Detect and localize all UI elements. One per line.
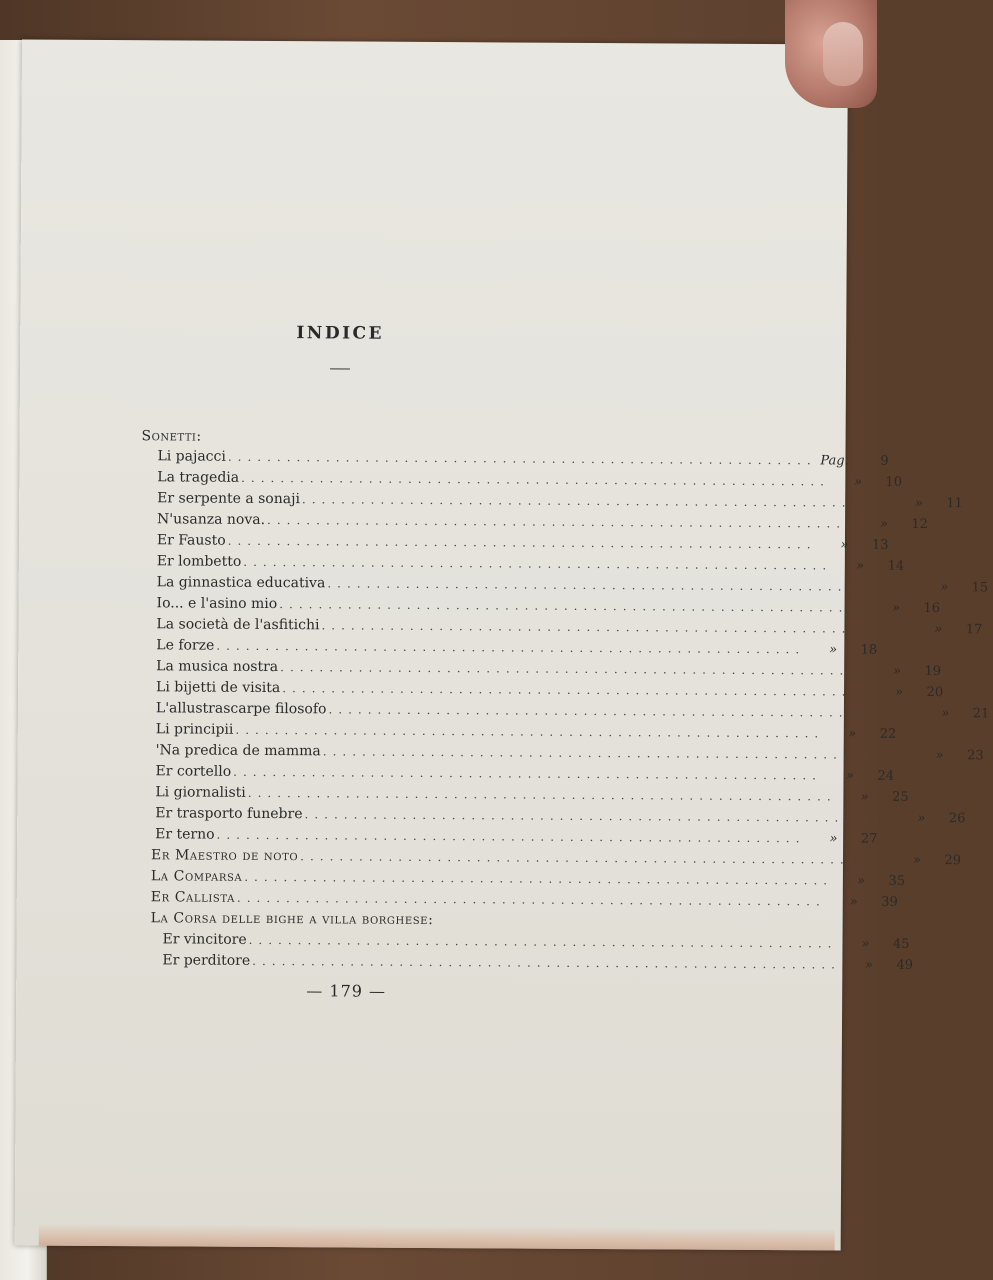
toc-entry-title: Er perditore	[162, 952, 251, 969]
toc-entry-page: 35	[888, 873, 906, 889]
toc-entry	[140, 677, 944, 701]
toc-entry-marker: »	[860, 789, 869, 805]
page-content	[15, 39, 990, 1250]
toc-entry-page: 13	[871, 537, 889, 553]
toc-entry-page: 16	[923, 600, 941, 617]
toc-leader-dots: ............................................................	[216, 638, 806, 657]
corsa-list	[138, 929, 914, 974]
toc-entry-marker: »	[840, 537, 849, 553]
toc-leader-dots: ............................................................	[304, 807, 894, 825]
toc-entry	[140, 614, 983, 638]
toc-entry-page: 9	[880, 453, 889, 469]
toc-entry	[139, 845, 962, 869]
toc-leader-dots: ............................................................	[252, 953, 842, 972]
toc-entry-title: Er trasporto funebre	[155, 805, 303, 823]
toc-entry-marker: »	[879, 516, 888, 532]
toc-leader-dots: ............................................................	[328, 702, 918, 720]
toc-entry-marker: Pag.	[820, 453, 849, 469]
toc-entry-page: 19	[924, 664, 942, 680]
toc-entry-marker: »	[941, 706, 950, 722]
toc-entry-marker: »	[940, 580, 949, 596]
page-title: INDICE	[296, 323, 385, 344]
toc-entry	[139, 782, 909, 806]
toc-entry-title: Er Fausto	[156, 532, 226, 549]
toc-leader-dots: ............................................................	[247, 785, 837, 804]
thumbnail-nail	[823, 22, 863, 86]
toc-entry-page: 39	[881, 894, 898, 910]
toc-leader-dots: ............................................................	[321, 618, 911, 636]
table-of-contents	[138, 426, 990, 974]
toc-leader-dots: ............................................................	[267, 512, 856, 531]
toc-entry-page: 27	[860, 831, 878, 847]
page-number: — 179 —	[306, 981, 387, 1001]
toc-entry-marker: »	[846, 768, 855, 784]
book-page	[15, 39, 990, 1250]
toc-entry	[138, 929, 910, 953]
toc-entry	[141, 530, 889, 554]
toc-leader-dots: ............................................................	[301, 492, 891, 510]
toc-entry	[138, 950, 914, 974]
toc-leader-dots: ............................................................	[300, 849, 890, 867]
toc-entry-page: 21	[972, 706, 990, 722]
toc-entry-marker: »	[829, 831, 838, 847]
toc-entry	[139, 824, 878, 848]
toc-entry	[140, 698, 990, 722]
toc-entry-title: Er lombetto	[156, 553, 242, 570]
toc-entry-title: La ginnastica educativa	[156, 574, 326, 592]
toc-entry-title: Er Maestro de noto	[150, 847, 299, 865]
toc-entry-page: 14	[887, 558, 905, 574]
toc-entry-marker: »	[892, 600, 901, 616]
toc-entry-page: 29	[944, 853, 962, 869]
toc-entry-title: N'usanza nova.	[157, 511, 266, 528]
toc-entry-marker: »	[856, 558, 865, 574]
sonetti-list	[139, 446, 990, 848]
toc-entry	[139, 761, 895, 785]
toc-entry-title: Er cortello	[155, 763, 232, 780]
title-rule	[330, 368, 350, 369]
corsa-heading: La Corsa delle bighe a villa borghese:	[150, 910, 434, 929]
section-heading-sonetti: Sonetti:	[141, 428, 202, 445]
toc-entry-title: La società de l'asfitichi	[156, 616, 320, 634]
toc-entry	[140, 656, 942, 680]
toc-entry-title: Er Callista	[150, 889, 235, 906]
toc-entry	[140, 719, 897, 743]
toc-entry-page: 12	[911, 516, 928, 533]
toc-entry-page: 17	[965, 622, 983, 638]
toc-leader-dots: ............................................................	[282, 681, 872, 699]
toc-entry-title: Er serpente a sonaji	[157, 490, 301, 508]
toc-entry-page: 22	[879, 726, 897, 742]
thumb	[785, 0, 877, 108]
toc-entry-marker: »	[895, 684, 904, 700]
toc-entry-page: 25	[892, 789, 909, 805]
toc-entry-marker: »	[865, 957, 874, 973]
toc-entry-title: Er vincitore	[162, 931, 247, 948]
toc-leader-dots: ............................................................	[280, 660, 870, 678]
toc-entry-title: L'allustrascarpe filosofo	[155, 700, 327, 718]
toc-entry-title: La musica nostra	[156, 658, 279, 676]
toc-entry-marker: »	[893, 663, 902, 679]
toc-entry-marker: »	[853, 474, 863, 490]
toc-entry	[141, 509, 928, 533]
toc-entry-title: La tragedia	[157, 469, 240, 486]
toc-entry	[141, 572, 989, 596]
toc-entry-marker: »	[849, 894, 858, 910]
toc-leader-dots: ............................................................	[279, 597, 869, 615]
toc-leader-dots: ............................................................	[248, 932, 838, 951]
toc-leader-dots: ............................................................	[244, 869, 834, 888]
toc-entry-title: Le forze	[156, 637, 215, 654]
other-entries-list	[139, 845, 962, 911]
toc-entry-page: 24	[877, 768, 895, 784]
toc-entry-marker: »	[848, 726, 857, 742]
toc-entry-page: 15	[971, 580, 989, 596]
toc-leader-dots: ............................................................	[236, 890, 826, 909]
toc-entry-title: Li giornalisti	[155, 784, 246, 801]
toc-entry-marker: »	[857, 873, 866, 889]
toc-leader-dots: ............................................................	[322, 744, 912, 762]
toc-leader-dots: ............................................................	[233, 764, 823, 783]
toc-entry-page: 49	[896, 957, 914, 973]
toc-entry-marker: »	[917, 810, 926, 827]
toc-entry-page: 18	[860, 642, 878, 658]
toc-entry	[139, 803, 966, 827]
toc-entry-title: Io... e l'asino mio	[156, 595, 278, 613]
toc-entry	[141, 488, 963, 512]
toc-entry	[141, 446, 889, 470]
toc-entry-title: Li pajacci	[157, 448, 226, 465]
toc-entry	[140, 740, 984, 764]
toc-leader-dots: ............................................................	[227, 449, 817, 468]
toc-entry-title: La Comparsa	[150, 868, 243, 885]
toc-leader-dots: ............................................................	[216, 827, 806, 846]
toc-entry	[141, 467, 903, 491]
toc-entry-marker: »	[861, 936, 870, 952]
toc-entry-page: 10	[885, 474, 903, 490]
toc-entry-page: 11	[946, 496, 963, 512]
toc-entry-title: Li bijetti de visita	[156, 679, 281, 697]
toc-entry-title: Li principii	[155, 721, 234, 738]
toc-entry	[141, 551, 905, 575]
toc-entry-marker: »	[829, 642, 838, 658]
toc-entry-marker: »	[935, 748, 944, 764]
toc-entry-title: Er terno	[155, 826, 215, 843]
toc-entry-marker: »	[914, 495, 923, 511]
toc-leader-dots: ............................................................	[227, 533, 817, 552]
toc-leader-dots: ............................................................	[327, 576, 917, 594]
toc-entry-page: 20	[926, 685, 944, 701]
toc-leader-dots: ............................................................	[243, 554, 833, 573]
toc-entry	[140, 593, 941, 617]
toc-leader-dots: ............................................................	[241, 470, 831, 489]
toc-entry	[139, 866, 906, 890]
toc-entry-marker: »	[913, 852, 922, 868]
toc-entry-page: 45	[892, 936, 910, 952]
toc-entry-page: 26	[948, 811, 966, 827]
toc-entry-page: 23	[967, 748, 984, 764]
toc-leader-dots: ............................................................	[235, 722, 825, 741]
toc-entry	[140, 635, 878, 659]
toc-entry	[139, 887, 898, 911]
toc-entry-marker: »	[934, 622, 943, 638]
toc-entry-title: 'Na predica de mamma	[155, 742, 321, 760]
